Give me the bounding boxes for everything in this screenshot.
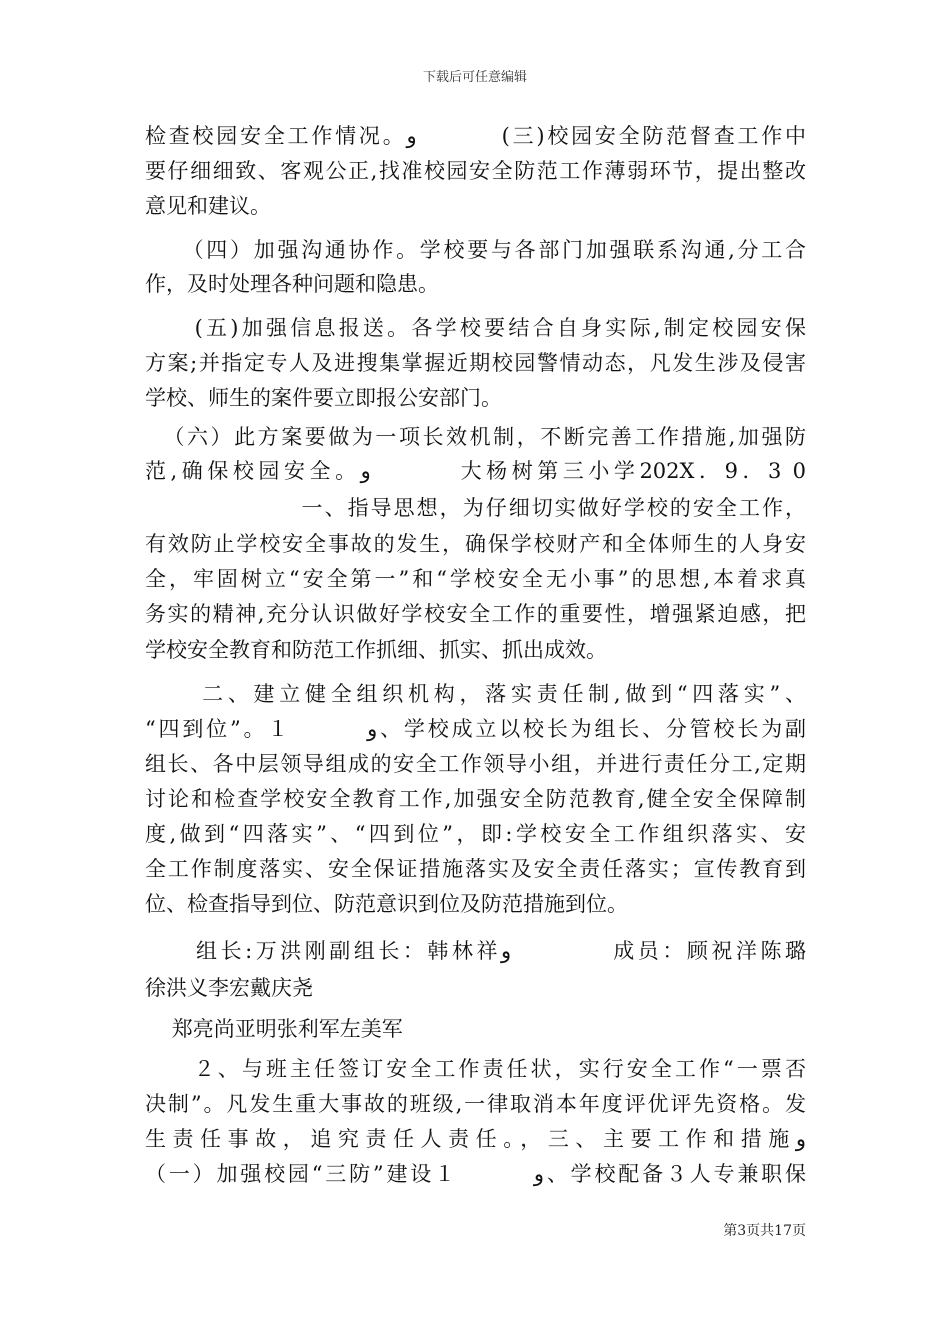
text-line: 郑亮尚亚明张利军左美军	[145, 1017, 403, 1041]
text-line: 决制”。凡发生重大事故的班级,一律取消本年度评优评先资格。发	[145, 1092, 806, 1116]
text-line: 徐洪义李宏戴庆尧	[145, 976, 313, 1000]
text-line: 学校、师生的案件要立即报公安部门。	[145, 386, 502, 410]
text-line: 务实的精神,充分认识做好学校安全工作的重要性，增强紧迫感，把	[145, 602, 806, 626]
text-line: 有效防止学校安全事故的发生，确保学校财产和全体师生的人身安	[145, 532, 806, 556]
text-line: 全，牢固树立“安全第一”和“学校安全无小事”的思想,本着求真	[145, 567, 806, 591]
text-line: ２、与班主任签订安全工作责任状，实行安全工作“一票否	[145, 1057, 806, 1081]
text-line: 范,确保校园安全。و 大杨树第三小学202X．9．3 0	[145, 459, 806, 483]
text-line: 二、建立健全组织机构，落实责任制,做到“四落实”、	[145, 682, 806, 706]
text-line: 组长、各中层领导组成的安全工作领导小组，并进行责任分工,定期	[145, 752, 806, 776]
text-line: 一、指导思想，为仔细切实做好学校的安全工作，	[145, 496, 806, 520]
text-line: （一）加强校园“三防”建设１ و、学校配备３人专兼职保	[145, 1162, 807, 1186]
text-line: 要仔细细致、客观公正,找准校园安全防范工作薄弱环节，提出整改	[145, 159, 806, 183]
text-line: 方案;并指定专人及进搜集掌握近期校园警情动态，凡发生涉及侵害	[145, 351, 806, 375]
text-line: 意见和建议。	[145, 194, 271, 218]
text-line: 度,做到“四落实”、“四到位”，即:学校安全工作组织落实、安	[145, 822, 806, 846]
text-line: 讨论和检查学校安全教育工作,加强安全防范教育,健全安全保障制	[145, 787, 806, 811]
text-line: 学校安全教育和防范工作抓细、抓实、抓出成效。	[145, 638, 607, 662]
text-line: 生责任事故，追究责任人责任。，三、主要工作和措施و	[145, 1127, 806, 1151]
text-line: 全工作制度落实、安全保证措施落实及安全责任落实；宣传教育到	[145, 857, 806, 881]
text-line: 作，及时处理各种问题和隐患。	[145, 272, 439, 296]
text-line: “四到位”。１ و、学校成立以校长为组长、分管校长为副	[145, 717, 807, 741]
text-line: 位、检查指导到位、防范意识到位及防范措施到位。	[145, 892, 628, 916]
text-line: （四）加强沟通协作。学校要与各部门加强联系沟通,分工合	[145, 238, 806, 262]
text-line: 组长:万洪刚副组长：韩林祥و 成员：顾祝洋陈璐	[145, 939, 806, 963]
page-footer: 第3页共17页	[723, 1223, 806, 1239]
text-line: (五)加强信息报送。各学校要结合自身实际,制定校园安保	[145, 316, 806, 340]
page-header: 下载后可任意编辑	[422, 70, 527, 85]
text-line: 检查校园安全工作情况。و (三)校园安全防范督查工作中	[145, 124, 807, 148]
text-line: （六）此方案要做为一项长效机制，不断完善工作措施,加强防	[145, 425, 806, 449]
